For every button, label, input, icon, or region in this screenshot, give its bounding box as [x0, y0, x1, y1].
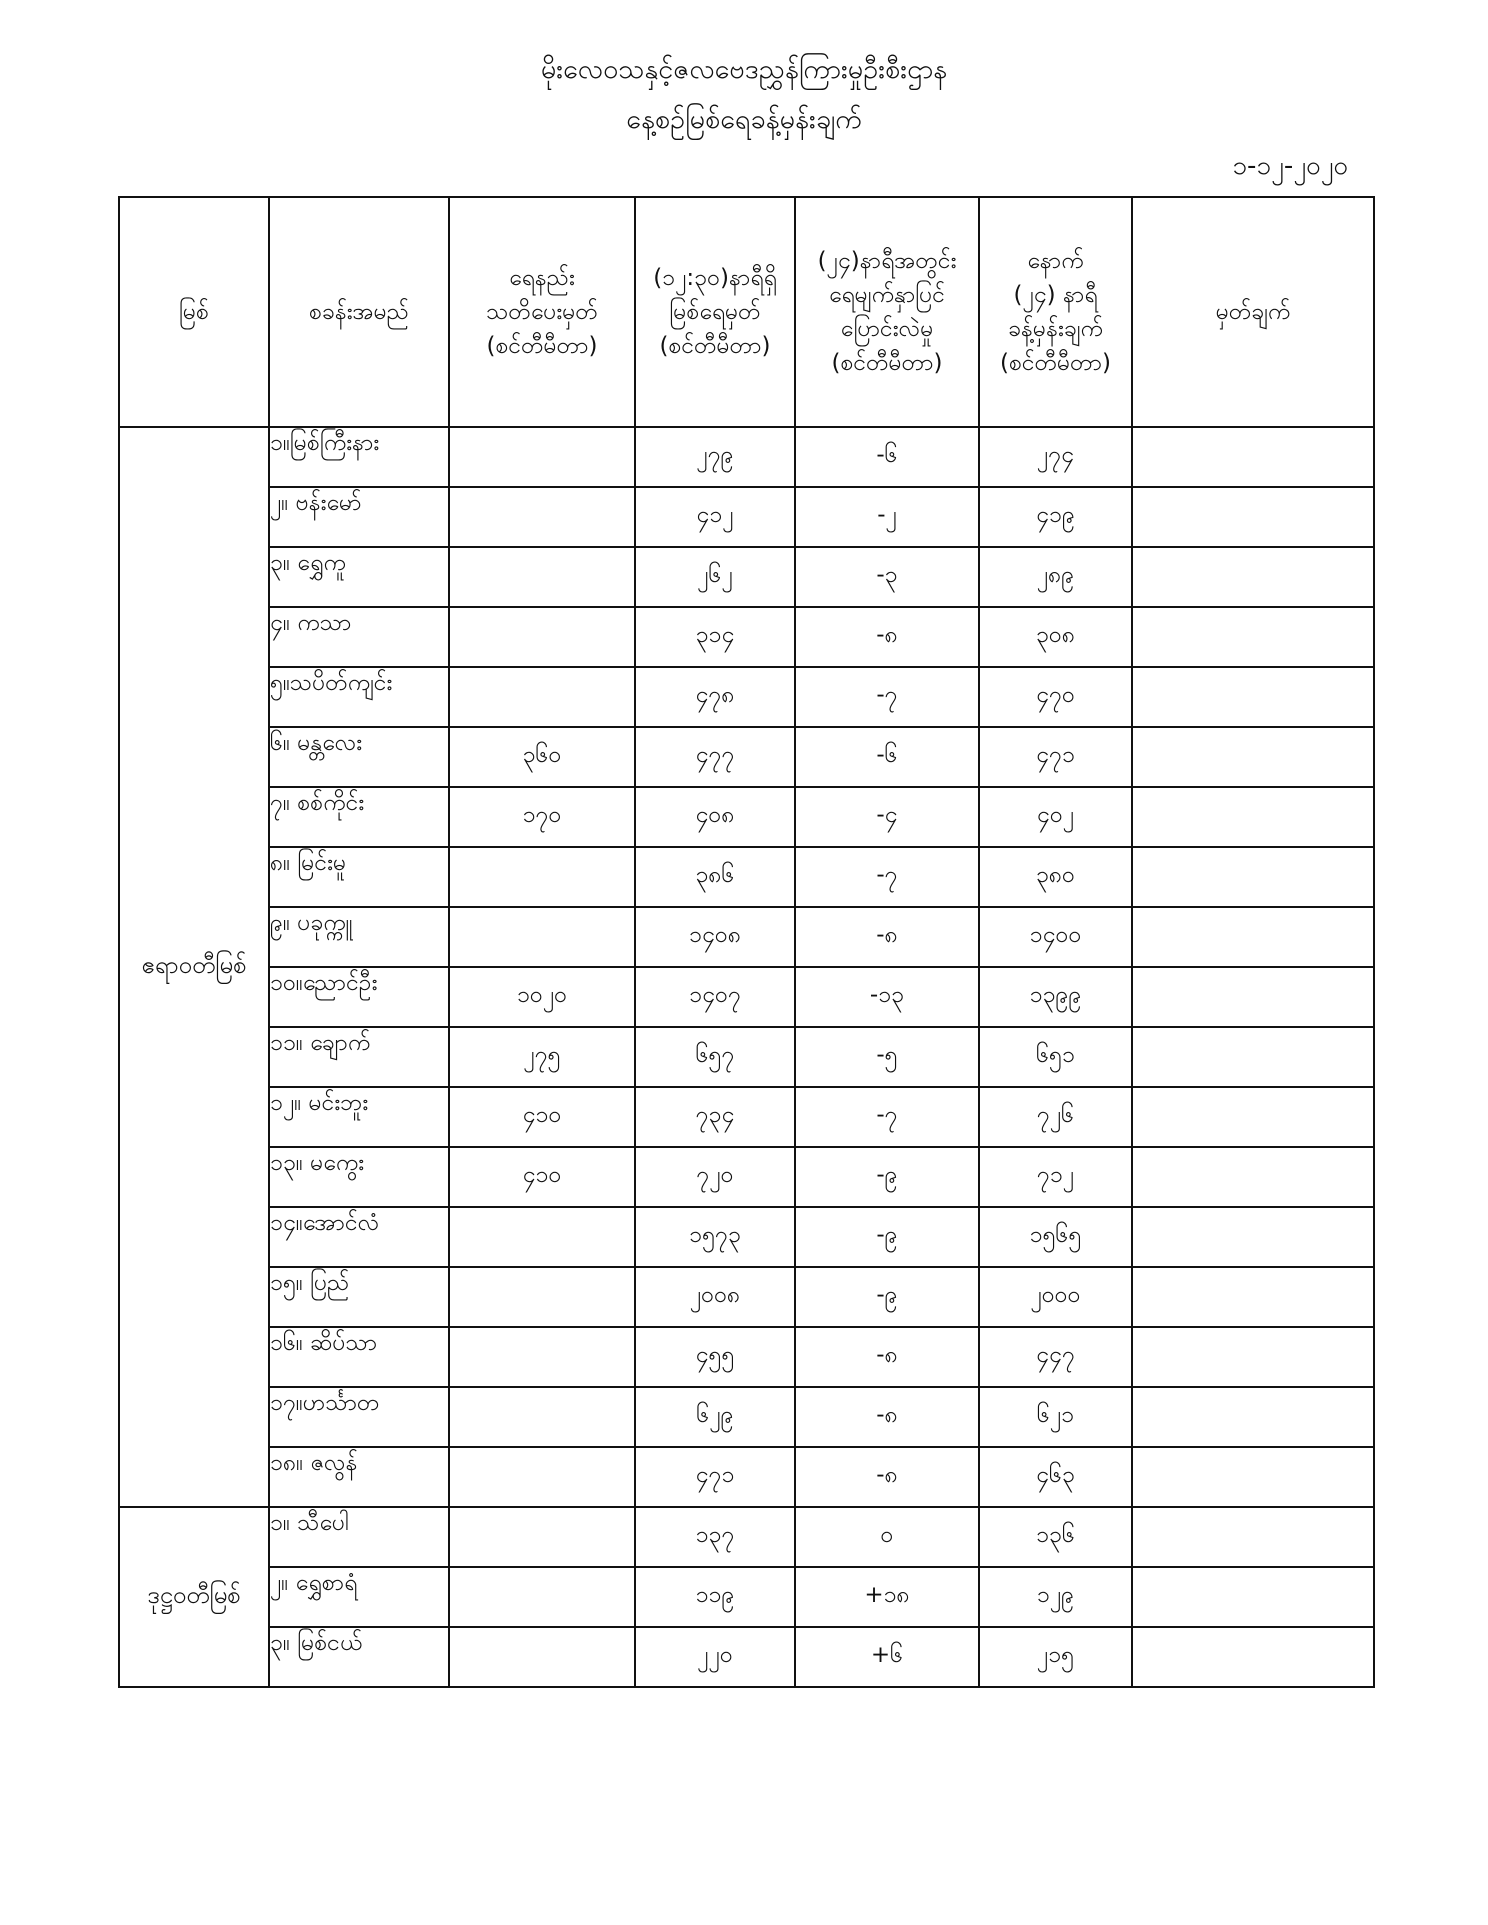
cell-current: ၄၇၇	[635, 727, 795, 787]
header-line: (စင်တီမီတာ)	[831, 350, 943, 376]
cell-remark	[1132, 847, 1374, 907]
cell-remark	[1132, 1087, 1374, 1147]
cell-station: ၁။ သီပေါ	[269, 1507, 449, 1567]
cell-danger: ၂၇၅	[449, 1027, 635, 1087]
cell-danger	[449, 1507, 635, 1567]
cell-station: ၁၃။ မကွေး	[269, 1147, 449, 1207]
cell-station: ၁။မြစ်ကြီးနား	[269, 427, 449, 487]
header-line: ရေမျက်နှာပြင်	[828, 282, 946, 308]
cell-forecast: ၄၆၃	[979, 1447, 1132, 1507]
table-row	[119, 607, 1374, 667]
cell-danger	[449, 1387, 635, 1447]
table-row	[119, 427, 1374, 487]
cell-forecast: ၁၃၆	[979, 1507, 1132, 1567]
cell-danger	[449, 607, 635, 667]
table-row	[119, 1267, 1374, 1327]
cell-remark	[1132, 787, 1374, 847]
cell-station: ၉။ ပခုက္ကူ	[269, 907, 449, 967]
cell-current: ၁၁၉	[635, 1567, 795, 1627]
cell-current: ၆၂၉	[635, 1387, 795, 1447]
cell-change: -၁၃	[795, 967, 979, 1027]
cell-current: ၄၇၁	[635, 1447, 795, 1507]
cell-remark	[1132, 1147, 1374, 1207]
cell-danger	[449, 907, 635, 967]
table-row	[119, 1567, 1374, 1627]
cell-current: ၄၇၈	[635, 667, 795, 727]
cell-remark	[1132, 667, 1374, 727]
header-line: မြစ်ရေမှတ်	[669, 299, 761, 325]
table-row	[119, 847, 1374, 907]
cell-current: ၂၀၀၈	[635, 1267, 795, 1327]
table-row	[119, 1027, 1374, 1087]
cell-change: -၄	[795, 787, 979, 847]
cell-danger	[449, 487, 635, 547]
cell-remark	[1132, 427, 1374, 487]
cell-current: ၃၈၆	[635, 847, 795, 907]
cell-change: -၈	[795, 907, 979, 967]
table-row	[119, 1147, 1374, 1207]
cell-current: ၄၅၅	[635, 1327, 795, 1387]
cell-current: ၄၀၈	[635, 787, 795, 847]
cell-station: ၈။ မြင်းမူ	[269, 847, 449, 907]
col-forecast	[979, 197, 1132, 427]
col-station	[269, 197, 449, 427]
cell-remark	[1132, 1387, 1374, 1447]
cell-forecast: ၂၁၅	[979, 1627, 1132, 1687]
col-change	[795, 197, 979, 427]
cell-danger: ၄၁၀	[449, 1147, 635, 1207]
cell-current: ၇၂၀	[635, 1147, 795, 1207]
cell-change: -၇	[795, 667, 979, 727]
cell-station: ၃။ ရွှေကူ	[269, 547, 449, 607]
cell-station: ၁၀။ညောင်ဦး	[269, 967, 449, 1027]
cell-station: ၄။ ကသာ	[269, 607, 449, 667]
cell-change: +၁၈	[795, 1567, 979, 1627]
cell-remark	[1132, 967, 1374, 1027]
cell-remark	[1132, 1627, 1374, 1687]
cell-station: ၆။ မန္တလေး	[269, 727, 449, 787]
table-row	[119, 787, 1374, 847]
table-row	[119, 967, 1374, 1027]
cell-forecast: ၁၅၆၅	[979, 1207, 1132, 1267]
cell-danger	[449, 1327, 635, 1387]
cell-current: ၇၃၄	[635, 1087, 795, 1147]
cell-change: -၈	[795, 1387, 979, 1447]
cell-forecast: ၇၁၂	[979, 1147, 1132, 1207]
cell-forecast: ၂၈၉	[979, 547, 1132, 607]
cell-remark	[1132, 727, 1374, 787]
cell-change: -၆	[795, 727, 979, 787]
cell-remark	[1132, 1507, 1374, 1567]
cell-change: -၇	[795, 1087, 979, 1147]
cell-current: ၃၁၄	[635, 607, 795, 667]
cell-station: ၁၅။ ပြည်	[269, 1267, 449, 1327]
header-row	[119, 197, 1374, 427]
cell-change: ၀	[795, 1507, 979, 1567]
cell-remark	[1132, 487, 1374, 547]
cell-station: ၁၈။ ဇလွန်	[269, 1447, 449, 1507]
report-title: နေ့စဉ်မြစ်ရေခန့်မှန်းချက်	[626, 104, 862, 135]
cell-forecast: ၄၇၁	[979, 727, 1132, 787]
table-row	[119, 547, 1374, 607]
cell-forecast: ၁၂၉	[979, 1567, 1132, 1627]
table-row	[119, 907, 1374, 967]
header-line: (၂၄) နာရီ	[1013, 282, 1098, 308]
cell-station: ၂။ ရွှေစာရံ	[269, 1567, 449, 1627]
table-row	[119, 1207, 1374, 1267]
river-name: ဧရာဝတီမြစ်	[119, 427, 269, 1507]
cell-danger	[449, 847, 635, 907]
cell-station: ၃။ မြစ်ငယ်	[269, 1627, 449, 1687]
table-row	[119, 1327, 1374, 1387]
cell-danger	[449, 1267, 635, 1327]
header-line: ခန့်မှန်းချက်	[1008, 316, 1103, 342]
cell-change: -၈	[795, 1447, 979, 1507]
cell-current: ၄၁၂	[635, 487, 795, 547]
table-row	[119, 1507, 1374, 1567]
cell-station: ၁၂။ မင်းဘူး	[269, 1087, 449, 1147]
col-remark	[1132, 197, 1374, 427]
cell-forecast: ၂၇၄	[979, 427, 1132, 487]
cell-forecast: ၃၀၈	[979, 607, 1132, 667]
header-line: (စင်တီမီတာ)	[999, 350, 1112, 376]
cell-change: -၉	[795, 1147, 979, 1207]
river-name: ဒုဋ္ဌဝတီမြစ်	[119, 1507, 269, 1687]
water-level-table	[118, 196, 1375, 1688]
cell-danger: ၃၆၀	[449, 727, 635, 787]
header-line: ပြောင်းလဲမှု	[840, 316, 934, 342]
header-line: စခန်းအမည်	[308, 299, 410, 325]
cell-current: ၂၆၂	[635, 547, 795, 607]
cell-danger: ၁၀၂၀	[449, 967, 635, 1027]
cell-remark	[1132, 607, 1374, 667]
cell-change: -၉	[795, 1267, 979, 1327]
cell-forecast: ၆၂၁	[979, 1387, 1132, 1447]
col-river	[119, 197, 269, 427]
cell-remark	[1132, 1327, 1374, 1387]
col-danger-level	[449, 197, 635, 427]
cell-remark	[1132, 1567, 1374, 1627]
cell-station: ၁၇။ဟင်္သာတ	[269, 1387, 449, 1447]
cell-current: ၁၃၇	[635, 1507, 795, 1567]
header-line: သတိပေးမှတ်	[486, 299, 598, 325]
table-body	[119, 427, 1374, 1687]
cell-forecast: ၁၃၉၉	[979, 967, 1132, 1027]
cell-forecast: ၇၂၆	[979, 1087, 1132, 1147]
table-row	[119, 1087, 1374, 1147]
header-line: မှတ်ချက်	[1215, 299, 1291, 325]
cell-danger	[449, 1447, 635, 1507]
cell-danger	[449, 667, 635, 727]
cell-station: ၁၁။ ချောက်	[269, 1027, 449, 1087]
cell-station: ၁၆။ ဆိပ်သာ	[269, 1327, 449, 1387]
cell-forecast: ၄၇၀	[979, 667, 1132, 727]
cell-station: ၁၄။အောင်လံ	[269, 1207, 449, 1267]
header-line: မြစ်	[179, 299, 209, 325]
cell-remark	[1132, 547, 1374, 607]
cell-change: -၈	[795, 1327, 979, 1387]
cell-station: ၇။ စစ်ကိုင်း	[269, 787, 449, 847]
cell-current: ၁၄၀၇	[635, 967, 795, 1027]
cell-danger: ၄၁၀	[449, 1087, 635, 1147]
header-line: (စင်တီမီတာ)	[486, 333, 598, 359]
header-line: (၂၄)နာရီအတွင်း	[817, 248, 957, 274]
table-row	[119, 667, 1374, 727]
cell-change: -၈	[795, 607, 979, 667]
cell-change: -၇	[795, 847, 979, 907]
cell-remark	[1132, 1267, 1374, 1327]
table-row	[119, 1387, 1374, 1447]
cell-change: -၉	[795, 1207, 979, 1267]
col-current-level	[635, 197, 795, 427]
department-title: မိုးလေဝသနှင့်ဇလဗေဒညွှန်ကြားမှုဦးစီးဌာန	[540, 54, 948, 85]
cell-danger	[449, 547, 635, 607]
cell-station: ၅။သပိတ်ကျင်း	[269, 667, 449, 727]
cell-change: -၂	[795, 487, 979, 547]
cell-current: ၁၅၇၃	[635, 1207, 795, 1267]
cell-forecast: ၂၀၀၀	[979, 1267, 1132, 1327]
cell-change: -၆	[795, 427, 979, 487]
header-line: နောက်	[1027, 248, 1084, 274]
cell-forecast: ၁၄၀၀	[979, 907, 1132, 967]
cell-forecast: ၃၈၀	[979, 847, 1132, 907]
cell-current: ၂၇၉	[635, 427, 795, 487]
cell-danger	[449, 1627, 635, 1687]
cell-station: ၂။ ဗန်းမော်	[269, 487, 449, 547]
cell-forecast: ၄၄၇	[979, 1327, 1132, 1387]
cell-danger	[449, 1567, 635, 1627]
cell-danger	[449, 427, 635, 487]
cell-remark	[1132, 1447, 1374, 1507]
table-row	[119, 1447, 1374, 1507]
cell-danger: ၁၇၀	[449, 787, 635, 847]
table-row	[119, 487, 1374, 547]
cell-remark	[1132, 1027, 1374, 1087]
cell-remark	[1132, 1207, 1374, 1267]
cell-current: ၂၂၀	[635, 1627, 795, 1687]
header-line: ရေနည်း	[509, 265, 575, 291]
cell-forecast: ၆၅၁	[979, 1027, 1132, 1087]
cell-forecast: ၄၀၂	[979, 787, 1132, 847]
header-line: (၁၂:၃၀)နာရီရှိ	[653, 265, 777, 291]
cell-danger	[449, 1207, 635, 1267]
cell-current: ၆၅၇	[635, 1027, 795, 1087]
cell-forecast: ၄၁၉	[979, 487, 1132, 547]
cell-current: ၁၄၀၈	[635, 907, 795, 967]
table-row	[119, 727, 1374, 787]
table-row	[119, 1627, 1374, 1687]
cell-remark	[1132, 907, 1374, 967]
cell-change: +၆	[795, 1627, 979, 1687]
report-date: ၁-၁၂-၂၀၂၀	[1232, 151, 1348, 181]
cell-change: -၃	[795, 547, 979, 607]
cell-change: -၅	[795, 1027, 979, 1087]
header-line: (စင်တီမီတာ)	[659, 333, 771, 359]
